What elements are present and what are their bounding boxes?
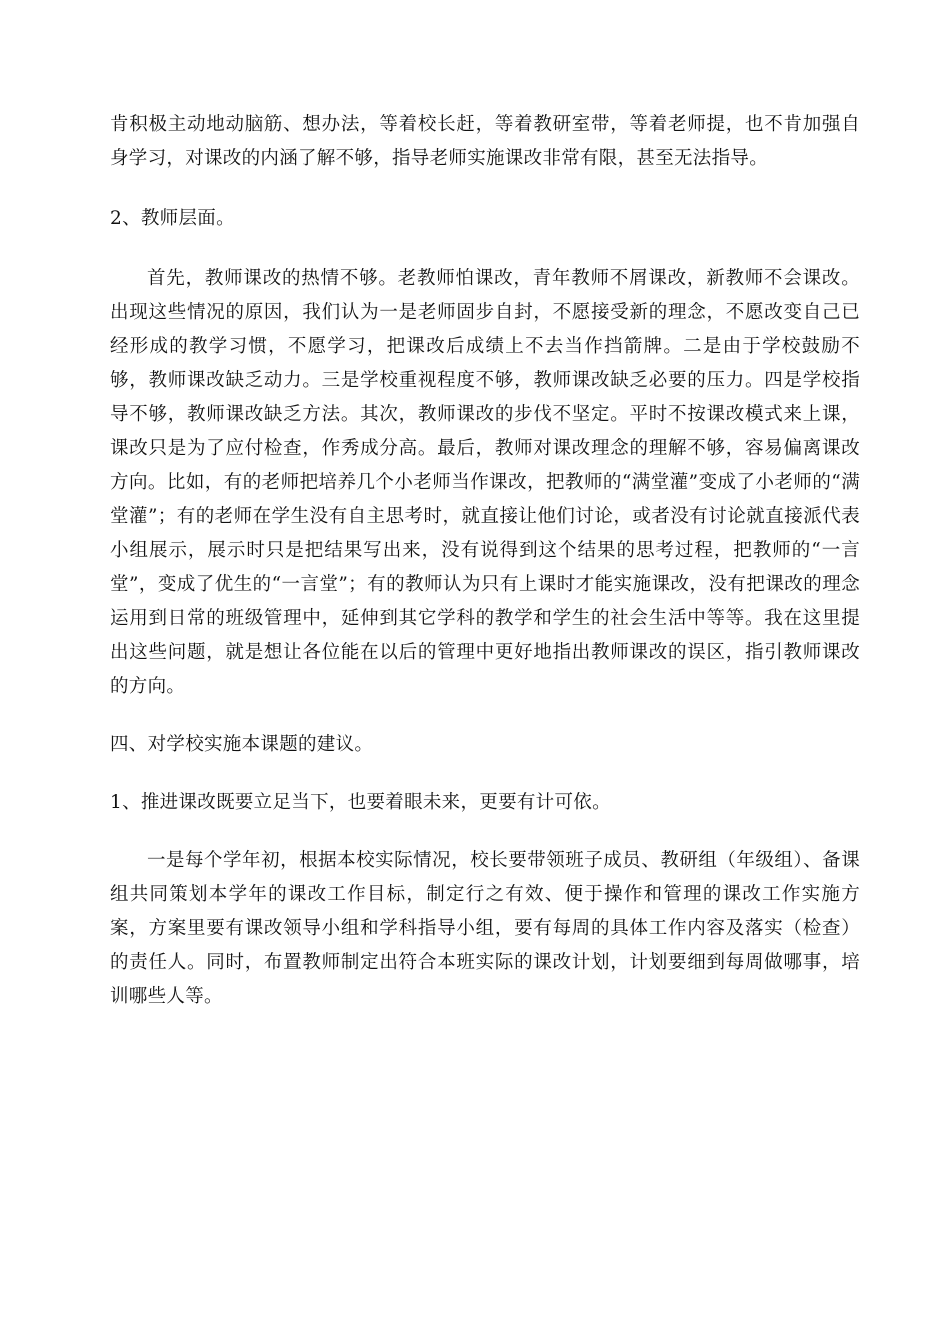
paragraph-plan-detail: 一是每个学年初，根据本校实际情况，校长要带领班子成员、教研组（年级组）、备课组共同策划本学年的课改工作目标，制定行之有效、便于操作和管理的课改工作实施方案，方案里要有课改领导小组和学科指导小组，要有每周的具体工作内容及落实（检查）的责任人。同时，布置教师制定出符合本班实际的课改计划，计划要细到每周做哪事，培训哪些人等。 xyxy=(110,850,860,1007)
heading-teacher-level: 2、教师层面。 xyxy=(110,208,235,229)
subheading-plan: 1、推进课改既要立足当下，也要着眼未来，更要有计可依。 xyxy=(110,792,611,813)
paragraph-continuation: 肯积极主动地动脑筋、想办法，等着校长赶，等着教研室带，等着老师提，也不肯加强自身学习，对课改的内涵了解不够，指导老师实施课改非常有限，甚至无法指导。 xyxy=(110,114,860,169)
paragraph-teacher-issues: 首先，教师课改的热情不够。老教师怕课改，青年教师不屑课改，新教师不会课改。出现这些情况的原因，我们认为一是老师固步自封，不愿接受新的理念，不愿改变自己已经形成的教学习惯，不愿学习，把课改后成绩上不去当作挡箭牌。二是由于学校鼓励不够，教师课改缺乏动力。三是学校重视程度不够，教师课改缺乏必要的压力。四是学校指导不够，教师课改缺乏方法。其次，教师课改的步伐不坚定。平时不按课改模式来上课，课改只是为了应付检查，作秀成分高。最后，教师对课改理念的理解不够，容易偏离课改方向。比如，有的老师把培养几个小老师当作课改，把教师的“满堂灌”变成了小老师的“满堂灌”；有的老师在学生没有自主思考时，就直接让他们讨论，或者没有讨论就直接派代表小组展示，展示时只是把结果写出来，没有说得到这个结果的思考过程，把教师的“一言堂”，变成了优生的“一言堂”；有的教师认为只有上课时才能实施课改，没有把课改的理念运用到日常的班级管理中，延伸到其它学科的教学和学生的社会生活中等等。我在这里提出这些问题，就是想让各位能在以后的管理中更好地指出教师课改的误区，指引教师课改的方向。 xyxy=(110,268,860,697)
heading-suggestions: 四、对学校实施本课题的建议。 xyxy=(110,734,374,755)
document-page xyxy=(110,108,860,1014)
